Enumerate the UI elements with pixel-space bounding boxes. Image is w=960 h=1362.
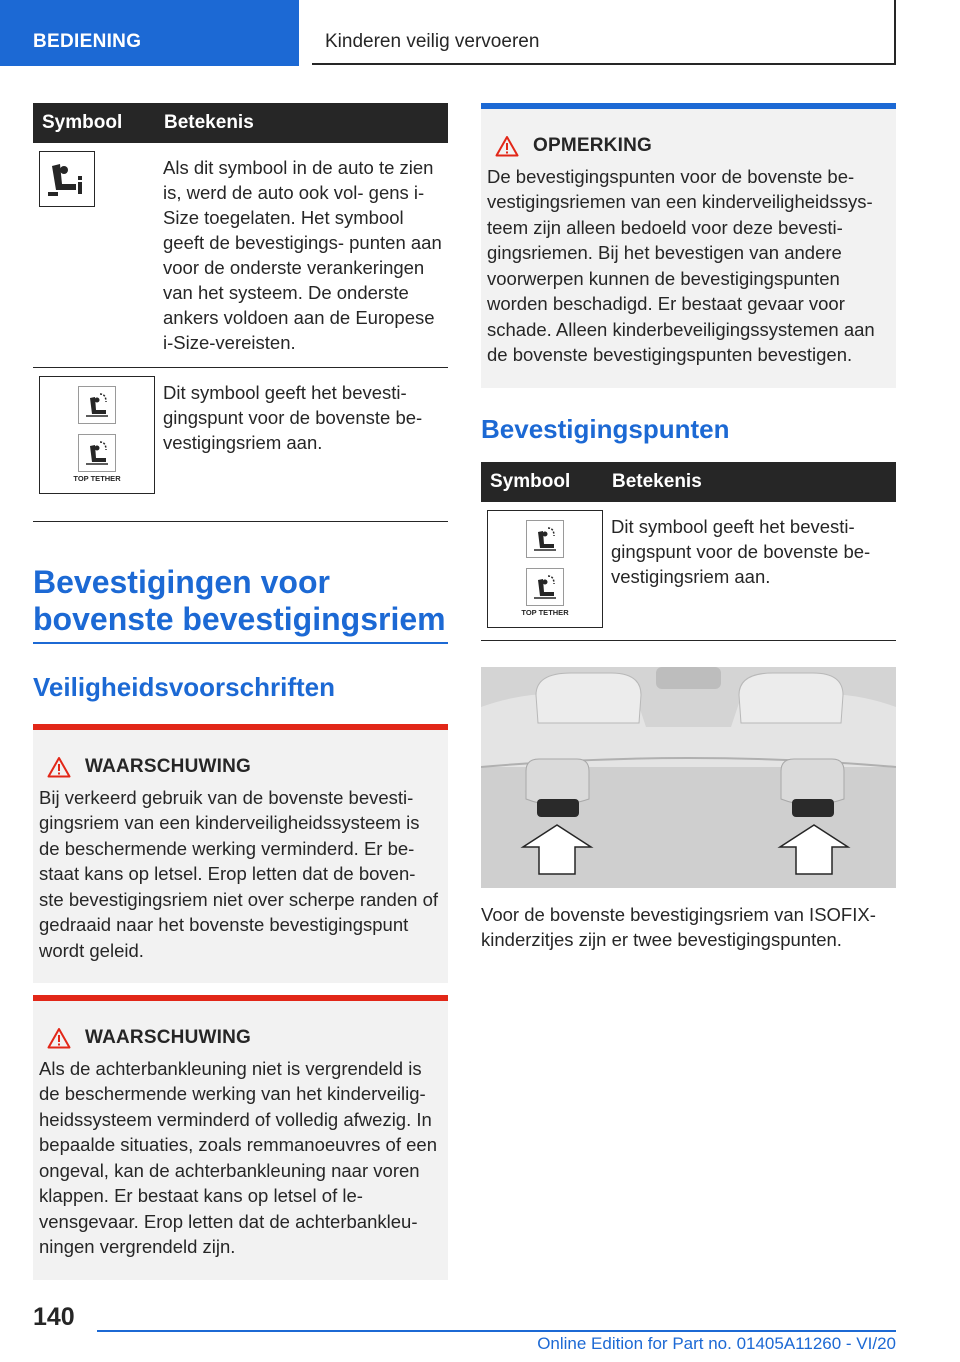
- isize-child-seat-icon: [39, 151, 95, 207]
- tether-seat-icon: [526, 520, 564, 558]
- table-row: [33, 368, 448, 522]
- table-header-symbol: Symbool: [481, 462, 603, 502]
- table-row: [33, 143, 448, 368]
- note-header: [487, 133, 887, 159]
- tether-label: TOP TETHER: [73, 474, 121, 483]
- table-cell-description: Dit symbool geeft het bevesti- gingspunt voor de bovenste be- vestigingsriem aan.: [603, 502, 896, 641]
- rear-seat-anchor-photo: [481, 667, 896, 888]
- table-row: [481, 502, 896, 641]
- warning-header: [39, 1025, 439, 1051]
- left-column: [33, 103, 448, 1280]
- subsection-heading: Bevestigingspunten: [481, 413, 730, 444]
- page-number: 140: [33, 1303, 75, 1331]
- footer-edition: Online Edition for Part no. 01405A11260 - VI/20: [537, 1334, 896, 1353]
- warning-header: [39, 754, 439, 780]
- table-cell-symbol: [33, 368, 155, 522]
- header-title-box: [312, 0, 896, 65]
- table-header-row: [481, 462, 896, 502]
- warning-text: Als de achterbankleuning niet is vergrendeld is de beschermende werking van het kinderveilig- heidssysteem verminderd of volledig afwezig. In bepaalde situaties, zoals remmanoeuvres of een ongeval, kan de achterbankleuning naar voren klappen. Er bestaat kans op letsel of le- vensgevaar. Erop letten dat de achterbankleu- ningen vergrendeld zijn.: [39, 1057, 437, 1257]
- footer-divider: [97, 1330, 896, 1332]
- table-cell-symbol: [33, 143, 155, 368]
- warning-title: WAARSCHUWING: [85, 756, 251, 777]
- warning-triangle-icon: [47, 1027, 71, 1049]
- table-header-row: [33, 103, 448, 143]
- tether-label: TOP TETHER: [521, 607, 569, 617]
- warning-box: [33, 995, 448, 1280]
- table-header-meaning: Betekenis: [603, 462, 896, 502]
- symbol-table-isize: [33, 103, 448, 522]
- note-box: [481, 103, 896, 388]
- warning-text: Bij verkeerd gebruik van de bovenste bevesti- gingsriem van een kinderveiligheidssysteem is de beschermende werking verminderd. Er be- staat kans op letsel. Erop letten dat de boven- ste bevestigingsriem niet over scherpe randen of gedraaid naar het bovenste bevestigingspunt wordt geleid.: [39, 786, 438, 961]
- warning-triangle-icon: [47, 756, 71, 778]
- photo-caption: Voor de bovenste bevestigingsriem van ISOFIX- kinderzitjes zijn er twee bevestigingspunten.: [481, 903, 876, 950]
- right-column: [481, 103, 896, 952]
- tether-seat-icon: [526, 568, 564, 606]
- note-text: De bevestigingspunten voor de bovenste be- vestigingsriemen van een kinderveiligheidssys- teem zijn alleen bedoeld voor deze bevesti- gingsriemen. Bij het bevestigen van andere voorwerpen kunnen de bevestigingspunten worden beschadigd. Er bestaat gevaar voor schade. Alleen kinderbeveiligingssystemen aan de bovenste bevestigingspunten bevestigen.: [487, 165, 875, 365]
- table-cell-symbol: [481, 502, 603, 641]
- header-section-tab: [0, 0, 299, 66]
- warning-title: WAARSCHUWING: [85, 1027, 251, 1048]
- table-header-symbol: Symbool: [33, 103, 155, 143]
- warning-box: [33, 724, 448, 983]
- table-cell-description: Dit symbool geeft het bevesti- gingspunt voor de bovenste be- vestigingsriem aan.: [155, 368, 448, 522]
- top-tether-icon: [39, 376, 155, 494]
- warning-triangle-icon: [495, 135, 519, 157]
- header-title: Kinderen veilig vervoeren: [325, 31, 540, 52]
- table-cell-description: Als dit symbool in de auto te zien is, werd de auto ook vol- gens i-Size toegelaten. Het symbool geeft de bevestigings- punten aan voor de onderste verankeringen van het systeem. De onderste ankers voldoen aan de Europese i-Size-vereisten.: [155, 143, 448, 368]
- top-tether-icon: [487, 510, 603, 628]
- tether-seat-icon: [78, 434, 116, 472]
- subsection-heading: Veiligheidsvoorschriften: [33, 672, 335, 702]
- section-heading: Bevestigingen voor bovenste bevestigingsriem: [33, 564, 448, 644]
- table-header-meaning: Betekenis: [155, 103, 448, 143]
- tether-seat-icon: [78, 386, 116, 424]
- note-title: OPMERKING: [533, 135, 652, 156]
- header-section-label: BEDIENING: [33, 31, 142, 52]
- symbol-table-points: [481, 462, 896, 641]
